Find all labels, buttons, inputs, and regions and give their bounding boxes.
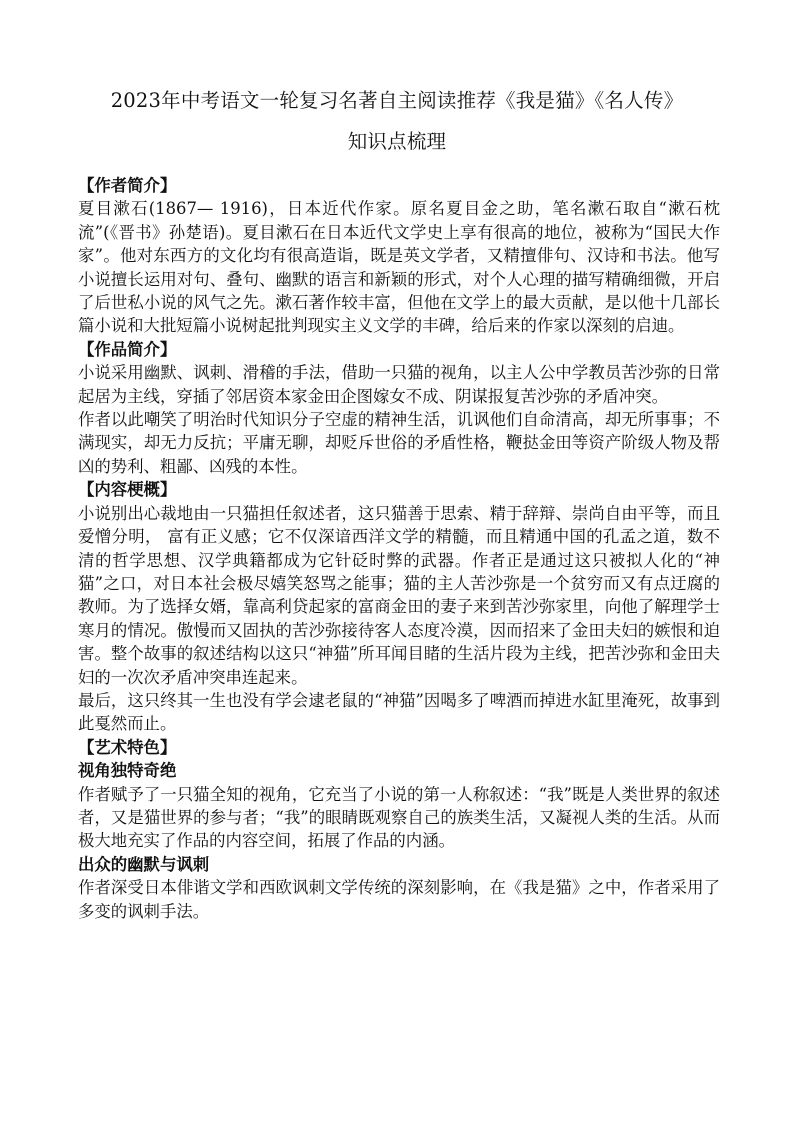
perspective-paragraph: 作者赋予了一只猫全知的视角，它充当了小说的第一人称叙述：“我”既是人类世界的叙述者，又是猫世界的参与者；“我”的眼睛既观察自己的族类生活，又凝视人类的生活。从而极大地充实了作品的内容空间，拓展了作品的内涵。	[78, 784, 720, 851]
document-title: 2023年中考语文一轮复习名著自主阅读推荐《我是猫》《名人传》	[110, 89, 684, 112]
section-heading-author: 【作者简介】	[78, 176, 177, 195]
section-heading-summary: 【内容梗概】	[78, 480, 177, 500]
document-body	[78, 174, 720, 923]
author-intro-paragraph: 夏目漱石(1867— 1916)，日本近代作家。原名夏目金之助，笔名漱石取自“漱石枕流”(《晋书》孙楚语)。夏目漱石在日本近代文学史上享有很高的地位，被称为“国民大作家”。他对东西方的文化均有很高造诣，既是英文学者，又精擅俳句、汉诗和书法。他写小说擅长运用对句、叠句、幽默的语言和新颖的形式，对个人心理的描写精确细微，开启了后世私小说的风气之先。漱石著作较丰富，但他在文学上的最大贡献，是以他十几部长篇小说和大批短篇小说树起批判现实主义文学的丰碑，给后来的作家以深刻的启迪。	[78, 199, 720, 336]
subheading-unique-perspective: 视角独特奇绝	[78, 761, 177, 781]
subheading-humor-satire: 出众的幽默与讽刺	[78, 854, 210, 874]
section-heading-work: 【作品简介】	[78, 339, 177, 359]
work-intro-paragraph-2: 作者以此嘲笑了明治时代知识分子空虚的精神生活，讥讽他们自命清高，却无所事事；不满现实，却无力反抗；平庸无聊，却贬斥世俗的矛盾性格，鞭挞金田等资产阶级人物及帮凶的势利、粗鄙、凶残的本性。	[78, 410, 720, 476]
summary-paragraph-2: 最后，这只终其一生也没有学会逮老鼠的“神猫”因喝多了啤酒而掉进水缸里淹死，故事到此戛然而止。	[78, 690, 720, 734]
section-heading-art: 【艺术特色】	[78, 737, 177, 757]
document-subtitle: 知识点梳理	[347, 130, 447, 153]
summary-paragraph-1: 小说别出心裁地由一只猫担任叙述者，这只猫善于思索、精于辞辩、崇尚自由平等，而且爱憎分明， 富有正义感；它不仅深谙西洋文学的精髓，而且精通中国的孔孟之道，数不清的哲学思想、汉学典籍都成为它针砭时弊的武器。作者正是通过这只被拟人化的“神猫”之口，对日本社会极尽嬉笑怒骂之能事；猫的主人苦沙弥是一个贫穷而又有点迂腐的教师。为了选择女婿，靠高利贷起家的富商金田的妻子来到苦沙弥家里，向他了解理学士寒月的情况。傲慢而又固执的苦沙弥接待客人态度冷漠，因而招来了金田夫妇的嫉恨和迫害。整个故事的叙述结构以这只“神猫”所耳闻目睹的生活片段为主线，把苦沙弥和金田夫妇的一次次矛盾冲突串连起来。	[78, 503, 720, 687]
humor-paragraph: 作者深受日本俳谐文学和西欧讽刺文学传统的深刻影响，在《我是猫》之中，作者采用了多变的讽刺手法。	[78, 878, 720, 921]
work-intro-paragraph-1: 小说采用幽默、讽刺、滑稽的手法，借助一只猫的视角，以主人公中学教员苦沙弥的日常起居为主线，穿插了邻居资本家金田企图嫁女不成、阴谋报复苦沙弥的矛盾冲突。	[78, 363, 720, 406]
